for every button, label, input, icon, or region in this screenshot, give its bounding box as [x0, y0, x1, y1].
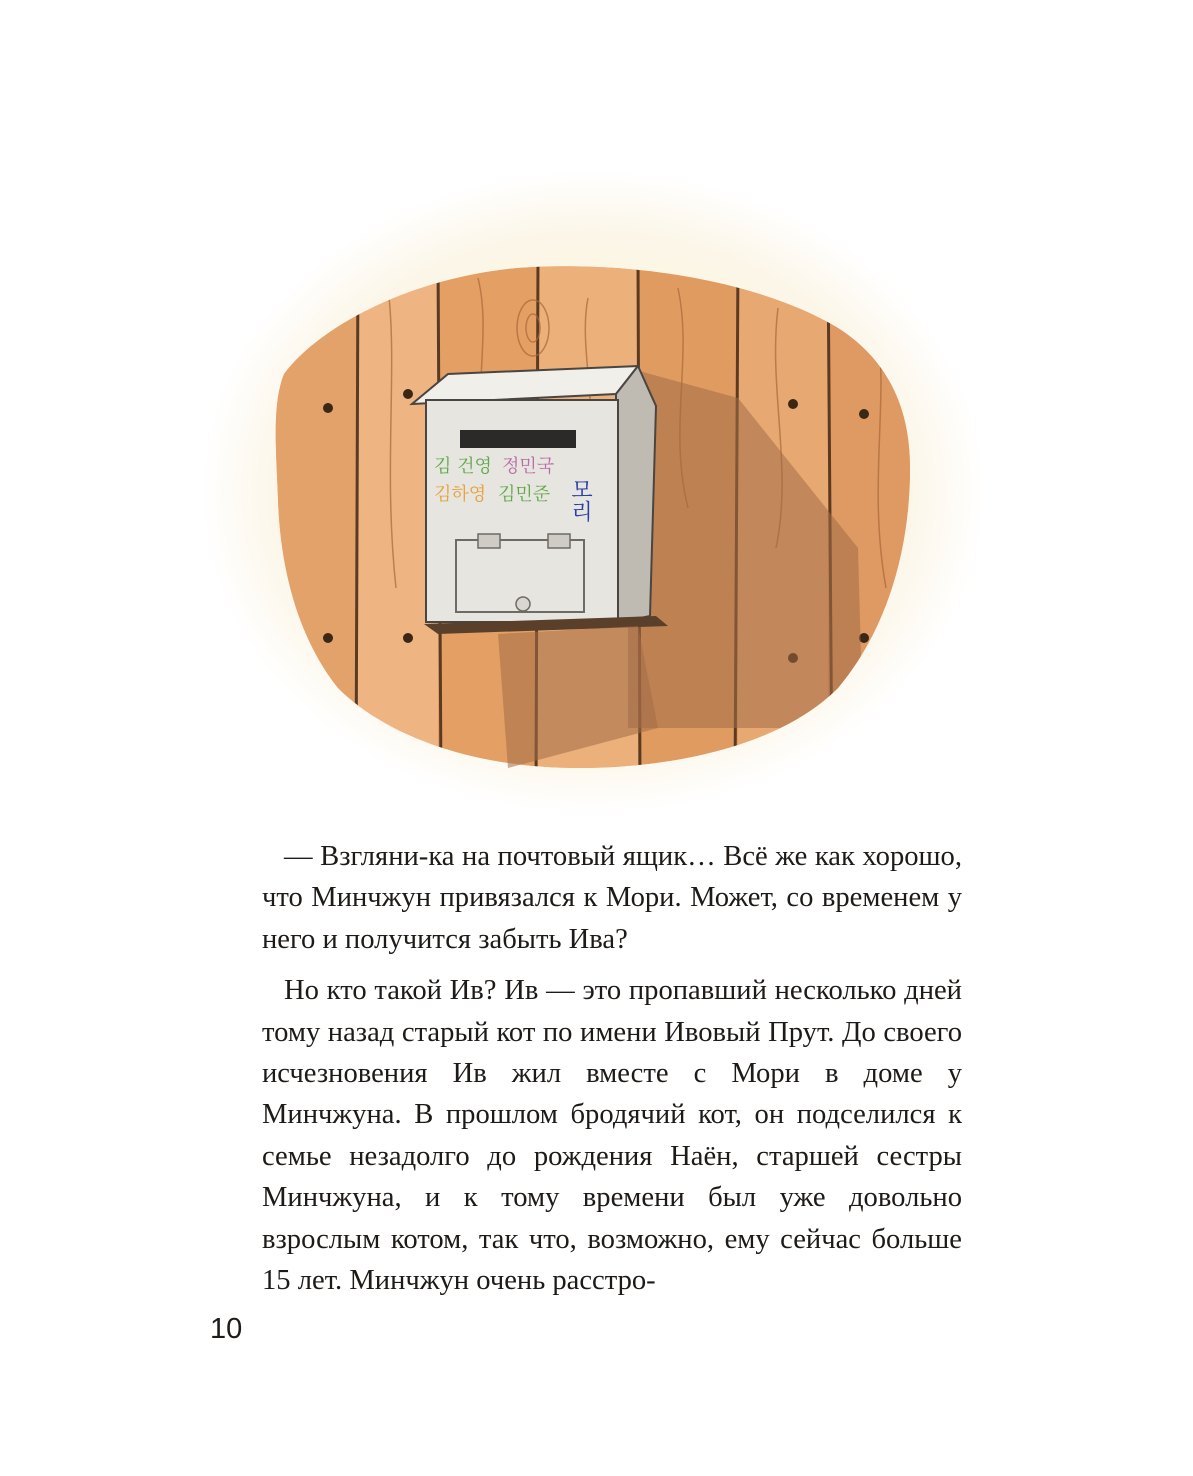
- page-number: 10: [210, 1313, 243, 1345]
- mailbox-name-3: 김하영: [434, 484, 487, 505]
- mailbox-illustration: [198, 168, 988, 816]
- mailbox-name-1: 김 건영: [434, 456, 492, 477]
- mailbox-fence-picture: [198, 168, 988, 816]
- mailbox-name-mori: 모리: [567, 478, 593, 522]
- mailbox-name-2: 정민국: [502, 456, 555, 477]
- paragraph-2: Но кто такой Ив? Ив — это пропавший несколько дней тому назад старый кот по имени Ивовый Прут. До своего исчезновения Ив жил вместе с Мори в доме у Минчжуна. В прошлом бродячий кот, он подселился к семье незадолго до рождения Наён, старшей сестры Минчжуна, и к тому времени был уже довольно взрослым котом, так что, возможно, ему сейчас больше 15 лет. Минчжун очень расстро-: [262, 975, 962, 1297]
- mailbox-name-4: 김민준: [498, 484, 551, 505]
- paragraph-1: — Взгляни-ка на почтовый ящик… Всё же как хорошо, что Минчжун привязался к Мори. Может, со временем у него и получится забыть Ива?: [262, 841, 962, 955]
- story-text: [262, 836, 962, 1311]
